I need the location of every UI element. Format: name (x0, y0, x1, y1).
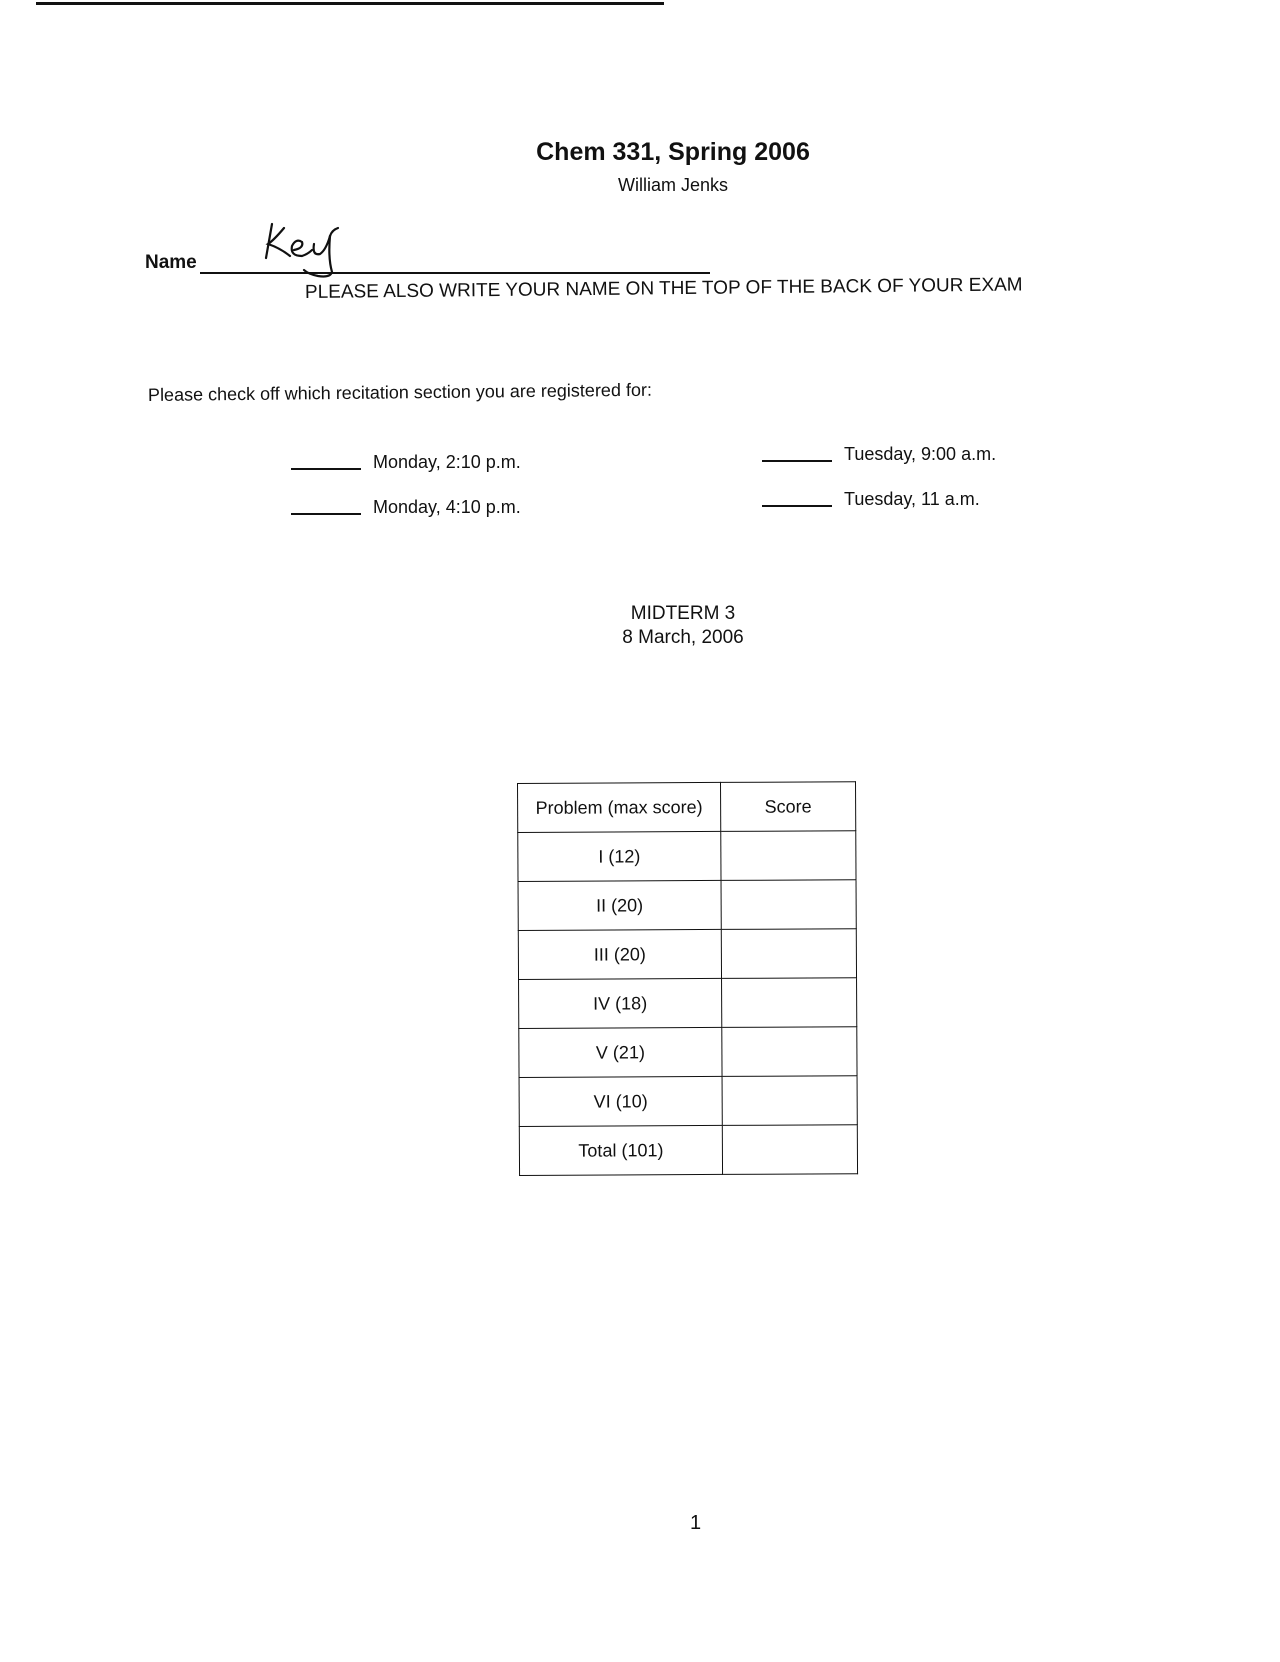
recitation-option-label: Monday, 4:10 p.m. (373, 497, 521, 517)
recitation-option-tuesday-11[interactable] (762, 489, 980, 510)
course-title: Chem 331, Spring 2006 (536, 138, 810, 166)
problem-cell: II (20) (518, 880, 721, 930)
recitation-option-label: Monday, 2:10 p.m. (373, 452, 521, 472)
recitation-option-tuesday-900[interactable] (762, 444, 996, 465)
score-table (517, 781, 858, 1176)
problem-cell: V (21) (519, 1027, 722, 1077)
checkbox-blank[interactable] (291, 513, 361, 515)
total-cell: Total (101) (519, 1125, 722, 1175)
top-rule (36, 2, 664, 5)
score-table-header-row (518, 782, 856, 833)
exam-date: 8 March, 2006 (622, 627, 744, 648)
problem-cell: IV (18) (519, 978, 722, 1028)
table-row (519, 1027, 857, 1078)
checkbox-blank[interactable] (762, 460, 832, 462)
score-column-header: Score (720, 782, 855, 832)
problem-column-header: Problem (max score) (518, 782, 721, 832)
problem-cell: III (20) (518, 929, 721, 979)
score-cell[interactable] (721, 880, 856, 930)
problem-cell: VI (10) (519, 1076, 722, 1126)
recitation-option-monday-410[interactable] (291, 497, 521, 518)
recitation-option-label: Tuesday, 9:00 a.m. (844, 444, 997, 464)
instructor-name: William Jenks (617, 175, 728, 195)
table-row (519, 1076, 857, 1127)
page-number: 1 (690, 1512, 702, 1534)
table-row (518, 880, 856, 931)
table-row (518, 831, 856, 882)
table-row-total (519, 1125, 857, 1176)
recitation-option-monday-210[interactable] (291, 452, 521, 473)
score-cell[interactable] (722, 978, 857, 1028)
checkbox-blank[interactable] (762, 505, 832, 507)
score-cell[interactable] (722, 1076, 857, 1126)
table-row (519, 978, 857, 1029)
name-label: Name (145, 252, 197, 273)
recitation-option-label: Tuesday, 11 a.m. (844, 489, 980, 509)
name-notice: PLEASE ALSO WRITE YOUR NAME ON THE TOP OF THE BACK OF YOUR EXAM (304, 274, 1023, 303)
score-cell[interactable] (721, 831, 856, 881)
table-row (518, 929, 856, 980)
total-score-cell[interactable] (722, 1125, 857, 1175)
checkbox-blank[interactable] (291, 468, 361, 470)
score-cell[interactable] (722, 1027, 857, 1077)
exam-name: MIDTERM 3 (630, 603, 736, 624)
recitation-prompt: Please check off which recitation section you are registered for: (147, 379, 653, 405)
problem-cell: I (12) (518, 831, 721, 881)
score-cell[interactable] (721, 929, 856, 979)
